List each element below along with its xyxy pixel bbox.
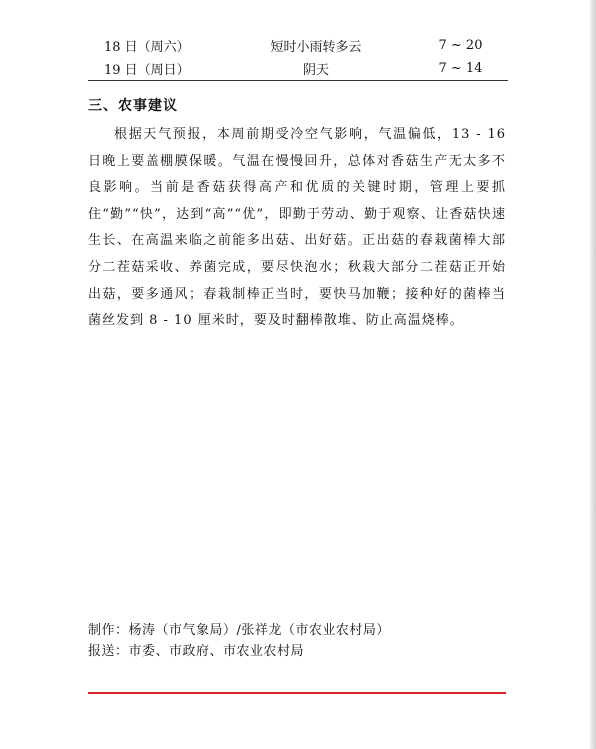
advice-paragraph: 根据天气预报，本周前期受冷空气影响，气温偏低，13 - 16 日晚上要盖棚膜保暖。气温在慢慢回升，总体对香菇生产无太多不良影响。当前是香菇获得高产和优质的关键时期，管理上要抓住“勤”“快”，达到“高”“优”，即勤于劳动、勤于观察、让香菇快速生长、在高温来临之前能多出菇、出好菇。正出菇的春栽菌棒大部分二茬菇采收、养菌完成，要尽快泡水；秋栽大部分二茬菇正开始出菇，要多通风；春栽制棒正当时，要快马加鞭；接种好的菌棒当菌丝发到 8 - 10 厘米时，要及时翻棒散堆、防止高温烧棒。 <box>88 127 506 329</box>
table-row <box>88 57 508 81</box>
forecast-date: 19 日（周日） <box>88 57 219 81</box>
forecast-temperature: 7 ~ 20 <box>438 38 483 53</box>
producer-line: 制作：杨涛（市气象局）/张祥龙（市农业农村局） <box>88 623 390 638</box>
forecast-weather: 短时小雨转多云 <box>270 40 362 55</box>
footer-divider <box>88 692 506 694</box>
page-edge-shadow <box>590 0 596 749</box>
forecast-temperature: 7 ~ 14 <box>413 57 508 81</box>
table-row <box>88 34 508 57</box>
credits-block <box>88 620 508 662</box>
forecast-date: 18 日（周六） <box>104 40 190 55</box>
forecast-table <box>88 34 508 81</box>
forecast-weather: 阴天 <box>219 57 413 81</box>
recipients-line: 报送：市委、市政府、市农业农村局 <box>88 644 305 659</box>
section-title: 三、农事建议 <box>88 98 178 114</box>
